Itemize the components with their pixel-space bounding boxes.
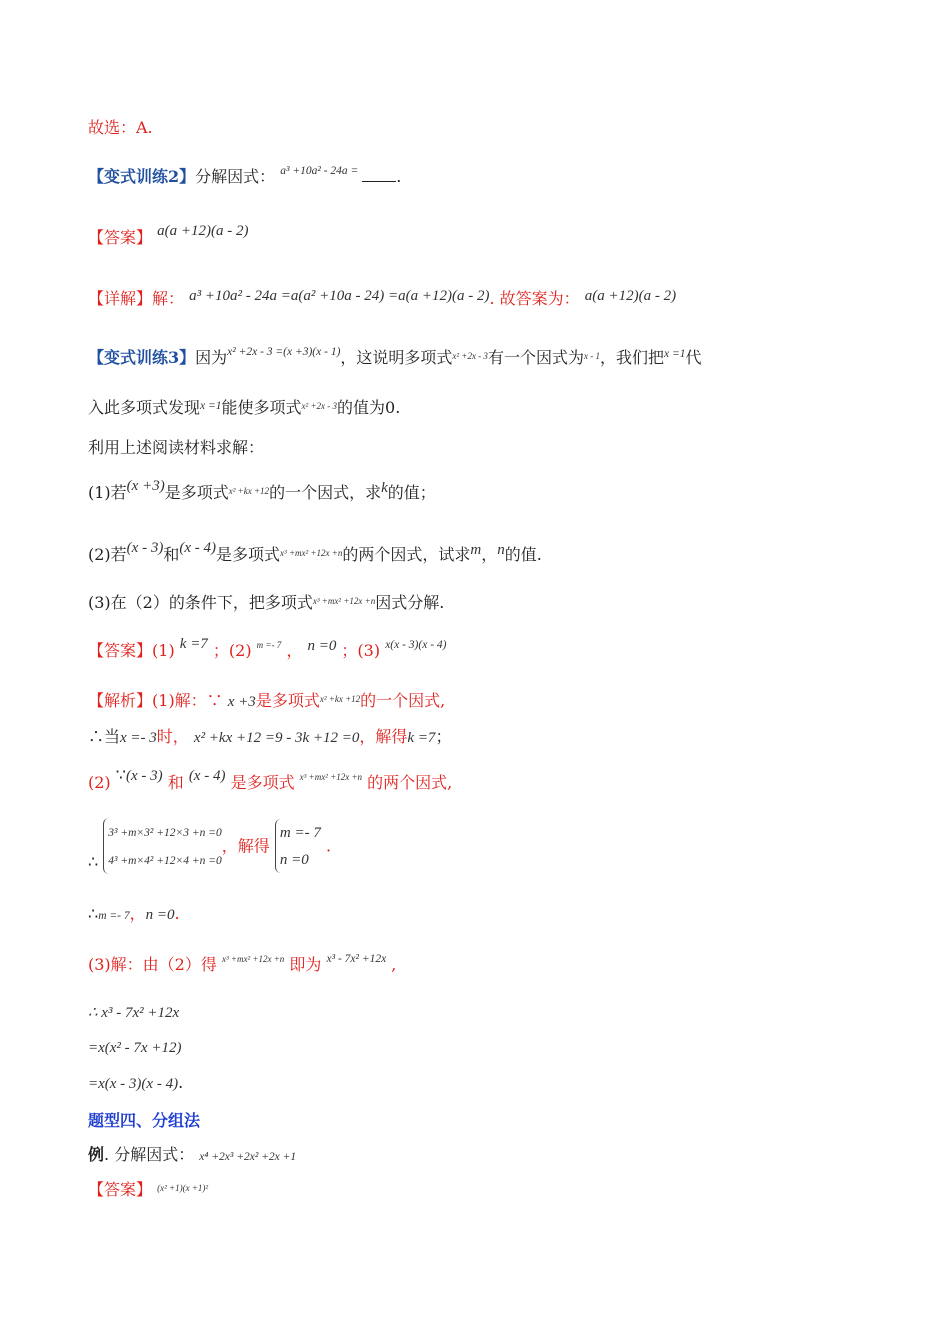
- equation: 4³ +m×4² +12×4 +n =0: [108, 855, 222, 867]
- text: ∴当: [88, 727, 121, 746]
- analysis-line-2: [88, 726, 451, 749]
- solution-step-3: [88, 1072, 183, 1095]
- variant-2-question: [88, 166, 401, 190]
- text: 是多项式: [255, 691, 320, 710]
- text: 时，: [156, 727, 189, 746]
- math: =x(x - 3)(x - 4): [88, 1076, 179, 1092]
- example-line: [88, 1144, 296, 1168]
- text: 的两个因式,: [367, 773, 453, 792]
- text: ；: [435, 727, 452, 746]
- text: 即为: [289, 955, 322, 974]
- math: (x - 4): [179, 540, 216, 556]
- text: (1)解：∵: [152, 691, 223, 710]
- math: (x +3): [126, 478, 165, 494]
- text: .: [178, 1073, 184, 1092]
- question-3: [88, 592, 444, 616]
- math: n =0: [279, 852, 309, 868]
- text: 的一个因式，求: [269, 483, 382, 502]
- text: (2)若: [88, 545, 127, 564]
- math: x +3: [227, 694, 256, 710]
- math: k: [381, 480, 388, 496]
- math: x³ - 7x² +12x: [326, 953, 387, 965]
- text: ，: [286, 641, 303, 660]
- text: (3)解：由（2）得: [88, 955, 217, 974]
- math: x(x - 3)(x - 4): [385, 639, 447, 651]
- text: 的值.: [504, 545, 542, 564]
- text: . 分解因式：: [104, 1145, 195, 1164]
- text: ,: [391, 955, 397, 974]
- text: (2): [88, 773, 111, 792]
- detail-answer: a(a +12)(a - 2): [584, 288, 677, 304]
- answer-tag: 【答案】: [88, 228, 153, 247]
- math: x² +2x - 3 =(x +3)(x - 1): [227, 346, 341, 358]
- conclusion-line: 故选：A.: [88, 118, 153, 137]
- detail-tag: 【详解】: [88, 289, 153, 308]
- variant-3-line-1: [88, 347, 701, 371]
- text: ，: [481, 545, 498, 564]
- math: n: [497, 542, 505, 558]
- text: 和: [163, 545, 180, 564]
- answer-expression: a(a +12)(a - 2): [157, 223, 249, 239]
- text: ，我们把: [599, 348, 664, 367]
- math: (x - 3): [125, 768, 163, 784]
- text: (1)若: [88, 483, 127, 502]
- math: x² +kx +12: [228, 486, 270, 496]
- solution-system: [275, 819, 321, 873]
- analysis-line-4: [88, 818, 331, 874]
- text: 的一个因式,: [360, 691, 446, 710]
- text: ；(2): [212, 641, 252, 660]
- text: 因为: [195, 348, 228, 367]
- text: 代: [685, 348, 702, 367]
- variant-2-end: .: [396, 167, 402, 186]
- text: (1): [152, 641, 175, 660]
- math: m =- 7: [256, 640, 282, 650]
- text: .: [174, 904, 180, 923]
- math: x³ +mx² +12x +n: [280, 548, 343, 558]
- text: 是多项式: [216, 545, 281, 564]
- variant-2-lead: 分解因式：: [195, 167, 276, 186]
- text: ∴: [88, 904, 99, 923]
- text: 入此多项式发现: [88, 398, 201, 417]
- text: 能使多项式: [221, 398, 302, 417]
- variant-3-line-2: [88, 397, 400, 421]
- variant-2-tag: 【变式训练2】: [88, 167, 196, 186]
- text: 和: [167, 773, 184, 792]
- math: k =7: [407, 730, 436, 746]
- text: 有一个因式为: [487, 348, 584, 367]
- example-answer: [88, 1179, 208, 1203]
- analysis-line-6: [88, 954, 396, 978]
- variant-2-detail: [88, 288, 676, 311]
- math: (x - 4): [188, 768, 226, 784]
- math: x² +2x - 3: [452, 351, 488, 361]
- variant-2-answer: [88, 223, 249, 250]
- equation: 3³ +m×3² +12×3 +n =0: [108, 827, 222, 839]
- math: x =- 3: [120, 730, 157, 746]
- question-2: [88, 540, 542, 568]
- math: x³ +mx² +12x +n: [221, 954, 285, 964]
- text: .: [325, 836, 332, 856]
- variant-3-line-3: 利用上述阅读材料求解：: [88, 438, 265, 457]
- math: m =- 7: [98, 910, 130, 922]
- text: ；(3): [341, 641, 381, 660]
- text: 的值；: [387, 483, 436, 502]
- detail-mid: . 故答案为：: [489, 289, 580, 308]
- math: x² +kx +12 =9 - 3k +12 =0: [193, 730, 360, 746]
- math: x³ +mx² +12x +n: [312, 596, 376, 606]
- math: x³ +mx² +12x +n: [299, 772, 363, 782]
- detail-lead: 解：: [152, 289, 185, 308]
- solution-step-1: ∴ x³ - 7x² +12x: [88, 1005, 180, 1021]
- example-tag: 例: [88, 1145, 105, 1164]
- math: x =1: [200, 400, 222, 412]
- section-heading: 题型四、分组法: [88, 1111, 201, 1130]
- math: n =0: [145, 907, 175, 923]
- analysis-tag: 【解析】: [88, 691, 153, 710]
- text: 是多项式: [230, 773, 295, 792]
- text: ，解得: [359, 727, 408, 746]
- math: (x² +1)(x +1)²: [157, 1183, 209, 1193]
- math: x - 1: [583, 351, 600, 361]
- text: 因式分解.: [375, 593, 445, 612]
- variant-3-tag: 【变式训练3】: [88, 348, 196, 367]
- variant-2-expression: a³ +10a² - 24a =: [280, 165, 359, 177]
- text: ，解得: [221, 836, 270, 856]
- math: x² +kx +12: [319, 694, 361, 704]
- math: x² +2x - 3: [301, 401, 338, 411]
- math: x⁴ +2x³ +2x² +2x +1: [199, 1151, 297, 1163]
- text: ，: [129, 904, 146, 923]
- answer-blank: [362, 171, 396, 182]
- text: (3)在（2）的条件下，把多项式: [88, 593, 313, 612]
- math: k =7: [179, 636, 208, 652]
- text: ∴: [88, 852, 99, 871]
- text: ∵: [115, 765, 126, 784]
- system-of-equations: [103, 818, 222, 874]
- math: (x - 3): [126, 540, 164, 556]
- answer-tag: 【答案】: [88, 641, 153, 660]
- text: 是多项式: [164, 483, 229, 502]
- math: m =- 7: [279, 825, 321, 841]
- text: 的两个因式，试求: [342, 545, 471, 564]
- solution-step-2: =x(x² - 7x +12): [88, 1040, 182, 1056]
- analysis-line-1: [88, 690, 445, 714]
- analysis-line-3: [88, 765, 453, 796]
- text: ，这说明多项式: [340, 348, 453, 367]
- question-1: [88, 478, 436, 506]
- answer-3: [88, 636, 447, 664]
- analysis-line-5: [88, 903, 180, 927]
- math: m: [470, 542, 482, 558]
- text: 的值为0.: [337, 398, 401, 417]
- math: n =0: [307, 638, 337, 654]
- answer-tag: 【答案】: [88, 1180, 153, 1199]
- detail-expression: a³ +10a² - 24a =a(a² +10a - 24) =a(a +12)(a - 2): [189, 288, 490, 304]
- math: x =1: [663, 348, 686, 360]
